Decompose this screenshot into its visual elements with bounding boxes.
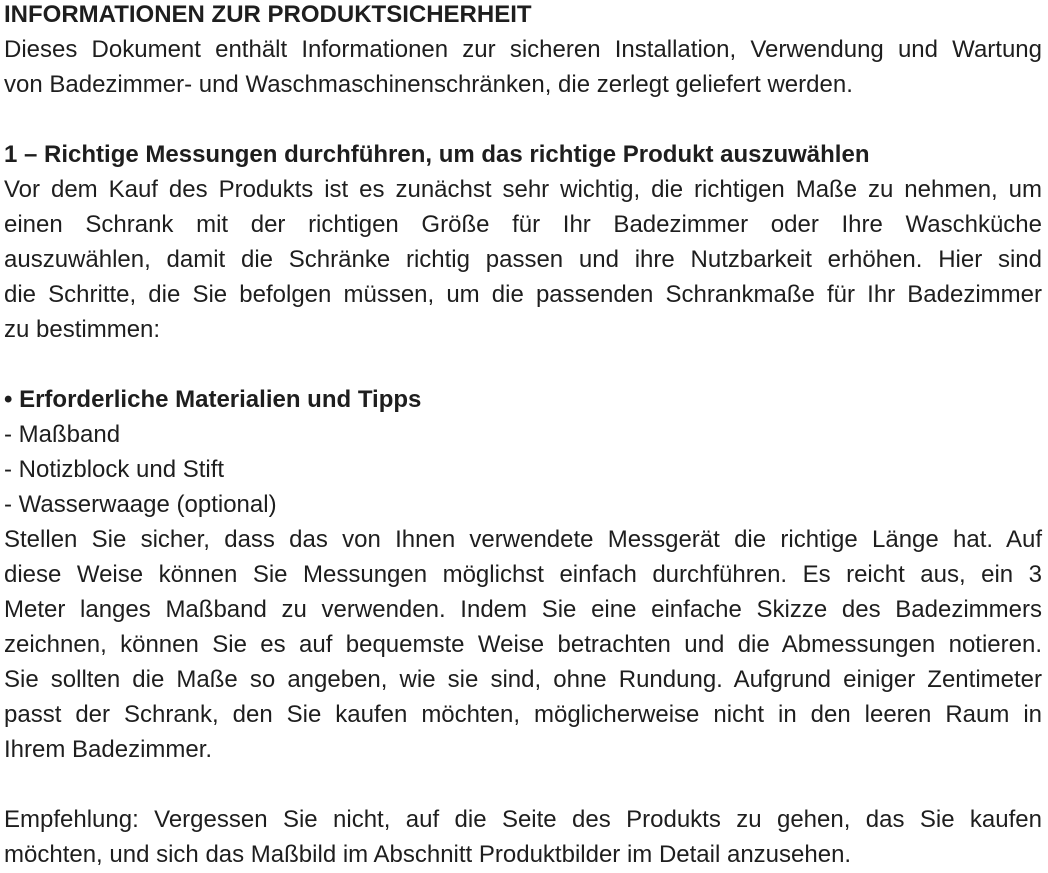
document-title: INFORMATIONEN ZUR PRODUKTSICHERHEIT <box>4 1 532 28</box>
materials-heading: • Erforderliche Materialien und Tipps <box>4 386 422 413</box>
materials-item-level: - Wasserwaage (optional) <box>4 491 277 518</box>
spacer <box>4 767 1042 802</box>
materials-line-2: diese Weise können Sie Messungen möglichst einfach durchführen. Es reicht aus, ein 3 <box>4 561 1042 588</box>
materials-line-1: Stellen Sie sicher, dass das von Ihnen verwendete Messgerät die richtige Länge hat. Auf <box>4 526 1042 553</box>
section-1-line-5: zu bestimmen: <box>4 316 161 343</box>
recommendation-line-1: Empfehlung: Vergessen Sie nicht, auf die Seite des Produkts zu gehen, das Sie kaufen <box>4 806 1042 833</box>
materials-line-3: Meter langes Maßband zu verwenden. Indem Sie eine einfache Skizze des Badezimmers <box>4 596 1042 623</box>
materials-line-5: Sie sollten die Maße so angeben, wie sie sind, ohne Rundung. Aufgrund einiger Zentimeter <box>4 666 1042 693</box>
section-1-line-4: die Schritte, die Sie befolgen müssen, um die passenden Schrankmaße für Ihr Badezimmer <box>4 281 1042 308</box>
materials-item-notepad: - Notizblock und Stift <box>4 456 225 483</box>
spacer <box>4 102 1042 137</box>
spacer <box>4 347 1042 382</box>
section-1-heading: 1 – Richtige Messungen durchführen, um das richtige Produkt auszuwählen <box>4 141 870 168</box>
materials-line-4: zeichnen, können Sie es auf bequemste Weise betrachten und die Abmessungen notieren. <box>4 631 1042 658</box>
intro-line-1: Dieses Dokument enthält Informationen zur sicheren Installation, Verwendung und Wartung <box>4 36 1042 63</box>
section-1-line-1: Vor dem Kauf des Produkts ist es zunächst sehr wichtig, die richtigen Maße zu nehmen, um <box>4 176 1042 203</box>
section-1-line-3: auszuwählen, damit die Schränke richtig passen und ihre Nutzbarkeit erhöhen. Hier sind <box>4 246 1042 273</box>
materials-line-6: passt der Schrank, den Sie kaufen möchten, möglicherweise nicht in den leeren Raum in <box>4 701 1042 728</box>
intro-line-2: von Badezimmer- und Waschmaschinenschränken, die zerlegt geliefert werden. <box>4 71 853 98</box>
section-1-line-2: einen Schrank mit der richtigen Größe für Ihr Badezimmer oder Ihre Waschküche <box>4 211 1042 238</box>
materials-line-7: Ihrem Badezimmer. <box>4 736 213 763</box>
recommendation-line-2: möchten, und sich das Maßbild im Abschnitt Produktbilder im Detail anzusehen. <box>4 841 852 868</box>
materials-item-tape-measure: - Maßband <box>4 421 121 448</box>
